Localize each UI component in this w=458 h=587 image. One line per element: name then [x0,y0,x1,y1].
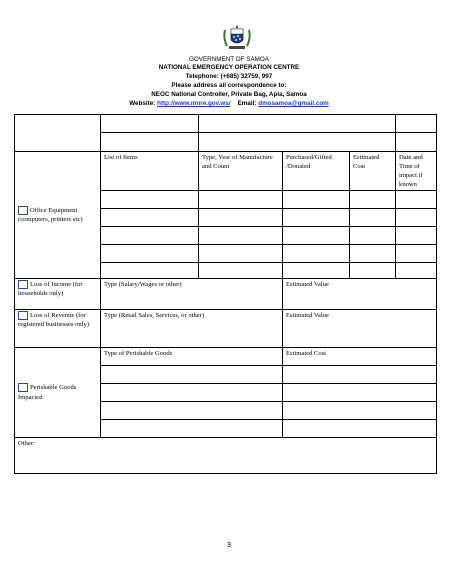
input-cell[interactable] [396,263,437,279]
input-cell[interactable] [101,384,283,402]
input-cell[interactable] [350,227,396,245]
office-equipment-label-cell [15,152,101,279]
income-type-cell[interactable] [101,279,283,310]
input-cell[interactable] [283,209,350,227]
input-cell[interactable] [101,263,199,279]
telephone-line: Telephone: (+685) 32759, 997 [185,73,273,80]
blank-cell[interactable] [396,133,437,152]
header-cell [350,152,396,191]
perishable-goods-label-cell [15,348,101,438]
contact-line [0,100,458,108]
address-line: NEOC National Controller, Private Bag, Apia, Samoa [151,91,307,98]
email-link[interactable]: dmosamoa@gmail.com [258,100,329,107]
revenue-type-label: Type (Retail Sales, Services, or other) [104,312,205,319]
blank-cell[interactable] [15,115,101,152]
perishable-goods-label: Perishable Goods Impacted [18,384,77,401]
revenue-type-cell[interactable] [101,310,283,348]
header-cell [283,152,350,191]
perishable-cost-label: Estimated Cost [286,350,327,357]
input-cell[interactable] [101,366,283,384]
input-cell[interactable] [101,420,283,438]
input-cell[interactable] [283,366,437,384]
office-equipment-checkbox[interactable] [18,206,28,215]
header-cell [101,152,199,191]
input-cell[interactable] [283,245,350,263]
website-link[interactable]: http://www.mnre.gov.ws/ [157,100,231,107]
centre-title: NATIONAL EMERGENCY OPERATION CENTRE [158,64,300,71]
input-cell[interactable] [350,191,396,209]
email-label: Email: [237,100,257,107]
input-cell[interactable] [350,209,396,227]
input-cell[interactable] [199,191,283,209]
input-cell[interactable] [396,209,437,227]
input-cell[interactable] [350,263,396,279]
input-cell[interactable] [101,209,199,227]
other-cell[interactable] [15,438,437,474]
website-label: Website: [129,100,156,107]
blank-cell[interactable] [101,115,199,133]
input-cell[interactable] [283,420,437,438]
table-row [15,279,437,310]
gov-title: GOVERNMENT OF SAMOA [188,56,269,63]
input-cell[interactable] [283,263,350,279]
col-date-time: Date and Time of impact if known [399,154,423,188]
col-list-of-items: List of Items [104,154,138,161]
page-number: 3 [227,542,231,549]
input-cell[interactable] [283,384,437,402]
input-cell[interactable] [101,245,199,263]
loss-of-revenue-label: Loss of Revenue (for registered businesses only) [18,312,90,329]
header-cell [396,152,437,191]
input-cell[interactable] [283,191,350,209]
samoa-coat-of-arms-icon [222,24,252,52]
input-cell[interactable] [101,227,199,245]
input-cell[interactable] [199,263,283,279]
income-type-label: Type (Salary/Wages or other) [104,281,182,288]
office-equipment-label: Office Equipment (computers, printers etc) [18,207,83,223]
revenue-value-cell[interactable] [283,310,437,348]
loss-of-revenue-checkbox[interactable] [18,311,28,320]
col-purchased: Purchased/Gifted /Donated [286,154,332,170]
header-cell [101,348,283,366]
input-cell[interactable] [199,209,283,227]
table-row [15,115,437,133]
input-cell[interactable] [350,245,396,263]
table-row [15,152,437,191]
correspondence-line: Please address all correspondence to: [171,82,287,89]
input-cell[interactable] [101,191,199,209]
income-value-cell[interactable] [283,279,437,310]
revenue-value-label: Estimated Value [286,312,329,319]
input-cell[interactable] [283,402,437,420]
input-cell[interactable] [199,227,283,245]
header-cell [199,152,283,191]
loss-of-income-label: Loss of Income (for households only) [18,281,83,298]
other-label: Other: [18,440,35,447]
input-cell[interactable] [396,227,437,245]
col-type-year: Type, Year of Manufacture and Count [202,154,273,170]
blank-cell[interactable] [199,115,396,133]
table-row [15,310,437,348]
input-cell[interactable] [396,245,437,263]
blank-cell[interactable] [101,133,199,152]
income-value-label: Estimated Value [286,281,329,288]
col-estimated-cost: Estimated Cost [353,154,380,170]
table-row [15,348,437,366]
input-cell[interactable] [101,402,283,420]
impact-form-table [14,114,437,474]
perishable-goods-checkbox[interactable] [18,383,28,392]
perishable-type-label: Type of Perishable Goods [104,350,173,357]
loss-of-income-checkbox[interactable] [18,280,28,289]
input-cell[interactable] [283,227,350,245]
loss-of-income-label-cell [15,279,101,310]
loss-of-revenue-label-cell [15,310,101,348]
table-row [15,438,437,474]
header-cell [283,348,437,366]
blank-cell[interactable] [199,133,396,152]
input-cell[interactable] [199,245,283,263]
blank-cell[interactable] [396,115,437,133]
input-cell[interactable] [396,191,437,209]
